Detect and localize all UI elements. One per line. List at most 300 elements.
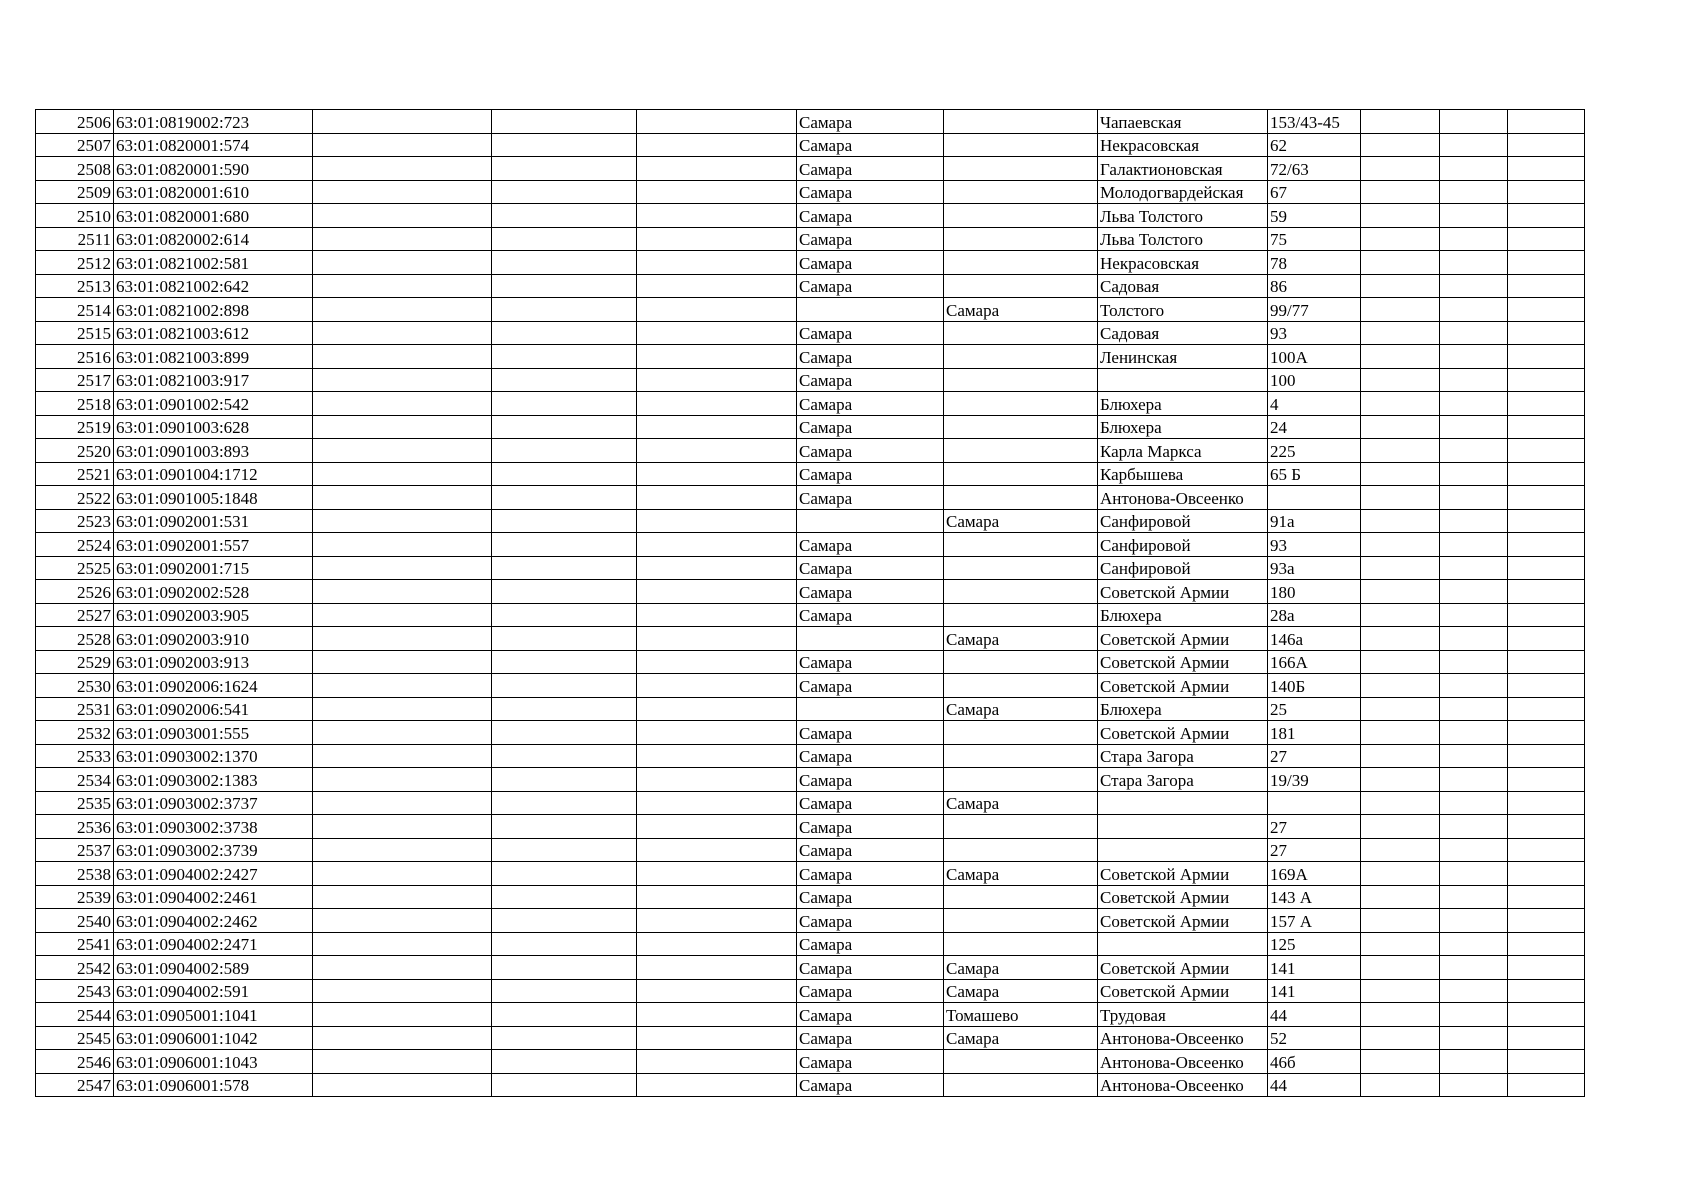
street-cell: Льва Толстого xyxy=(1098,227,1268,251)
street-cell: Советской Армии xyxy=(1098,909,1268,933)
table-row xyxy=(36,862,1585,886)
empty-cell xyxy=(1361,110,1440,134)
empty-cell xyxy=(1508,556,1585,580)
house-number-cell: 125 xyxy=(1268,932,1361,956)
empty-cell xyxy=(637,274,797,298)
locality-cell: Самара xyxy=(944,979,1098,1003)
city-cell xyxy=(797,298,944,322)
cadastral-number-cell: 63:01:0902002:528 xyxy=(114,580,313,604)
row-number-cell: 2541 xyxy=(36,932,114,956)
empty-cell xyxy=(637,556,797,580)
locality-cell xyxy=(944,110,1098,134)
city-cell: Самара xyxy=(797,1050,944,1074)
table-row xyxy=(36,791,1585,815)
empty-cell xyxy=(313,321,492,345)
street-cell: Блюхера xyxy=(1098,603,1268,627)
cadastral-number-cell: 63:01:0902001:557 xyxy=(114,533,313,557)
empty-cell xyxy=(1361,133,1440,157)
street-cell: Некрасовская xyxy=(1098,133,1268,157)
empty-cell xyxy=(1361,415,1440,439)
empty-cell xyxy=(1508,1026,1585,1050)
empty-cell xyxy=(1361,1073,1440,1097)
empty-cell xyxy=(1508,1050,1585,1074)
empty-cell xyxy=(637,251,797,275)
city-cell: Самара xyxy=(797,439,944,463)
city-cell: Самара xyxy=(797,133,944,157)
empty-cell xyxy=(1440,674,1508,698)
table-row xyxy=(36,415,1585,439)
empty-cell xyxy=(1361,180,1440,204)
empty-cell xyxy=(492,133,637,157)
empty-cell xyxy=(313,251,492,275)
empty-cell xyxy=(1508,815,1585,839)
cadastral-number-cell: 63:01:0902006:541 xyxy=(114,697,313,721)
house-number-cell: 181 xyxy=(1268,721,1361,745)
city-cell: Самара xyxy=(797,909,944,933)
table-row xyxy=(36,227,1585,251)
empty-cell xyxy=(492,815,637,839)
cadastral-number-cell: 63:01:0902006:1624 xyxy=(114,674,313,698)
table-row xyxy=(36,462,1585,486)
empty-cell xyxy=(1361,1050,1440,1074)
empty-cell xyxy=(492,180,637,204)
house-number-cell: 46б xyxy=(1268,1050,1361,1074)
locality-cell xyxy=(944,838,1098,862)
locality-cell xyxy=(944,227,1098,251)
empty-cell xyxy=(313,768,492,792)
house-number-cell: 52 xyxy=(1268,1026,1361,1050)
house-number-cell: 86 xyxy=(1268,274,1361,298)
city-cell: Самара xyxy=(797,486,944,510)
city-cell: Самара xyxy=(797,815,944,839)
row-number-cell: 2539 xyxy=(36,885,114,909)
locality-cell xyxy=(944,744,1098,768)
row-number-cell: 2535 xyxy=(36,791,114,815)
cadastral-number-cell: 63:01:0820001:680 xyxy=(114,204,313,228)
empty-cell xyxy=(637,768,797,792)
house-number-cell: 100А xyxy=(1268,345,1361,369)
cadastral-number-cell: 63:01:0901003:628 xyxy=(114,415,313,439)
row-number-cell: 2533 xyxy=(36,744,114,768)
row-number-cell: 2527 xyxy=(36,603,114,627)
empty-cell xyxy=(313,603,492,627)
row-number-cell: 2507 xyxy=(36,133,114,157)
house-number-cell: 99/77 xyxy=(1268,298,1361,322)
row-number-cell: 2529 xyxy=(36,650,114,674)
house-number-cell: 27 xyxy=(1268,838,1361,862)
house-number-cell: 19/39 xyxy=(1268,768,1361,792)
cadastral-number-cell: 63:01:0904002:589 xyxy=(114,956,313,980)
empty-cell xyxy=(1508,838,1585,862)
cadastral-number-cell: 63:01:0902003:910 xyxy=(114,627,313,651)
empty-cell xyxy=(492,1073,637,1097)
empty-cell xyxy=(1440,650,1508,674)
row-number-cell: 2520 xyxy=(36,439,114,463)
empty-cell xyxy=(313,744,492,768)
empty-cell xyxy=(313,462,492,486)
city-cell: Самара xyxy=(797,768,944,792)
table-row xyxy=(36,110,1585,134)
empty-cell xyxy=(313,1073,492,1097)
row-number-cell: 2526 xyxy=(36,580,114,604)
empty-cell xyxy=(1361,1003,1440,1027)
empty-cell xyxy=(492,979,637,1003)
locality-cell xyxy=(944,486,1098,510)
empty-cell xyxy=(1440,1026,1508,1050)
empty-cell xyxy=(492,580,637,604)
row-number-cell: 2547 xyxy=(36,1073,114,1097)
table-row xyxy=(36,439,1585,463)
cadastral-number-cell: 63:01:0820001:590 xyxy=(114,157,313,181)
row-number-cell: 2537 xyxy=(36,838,114,862)
city-cell: Самара xyxy=(797,392,944,416)
city-cell: Самара xyxy=(797,791,944,815)
empty-cell xyxy=(1440,721,1508,745)
house-number-cell: 44 xyxy=(1268,1073,1361,1097)
city-cell xyxy=(797,697,944,721)
cadastral-number-cell: 63:01:0820001:574 xyxy=(114,133,313,157)
cadastral-number-cell: 63:01:0902003:905 xyxy=(114,603,313,627)
empty-cell xyxy=(1508,462,1585,486)
empty-cell xyxy=(313,956,492,980)
empty-cell xyxy=(1361,1026,1440,1050)
empty-cell xyxy=(637,1050,797,1074)
street-cell: Советской Армии xyxy=(1098,721,1268,745)
empty-cell xyxy=(313,885,492,909)
empty-cell xyxy=(637,133,797,157)
cadastral-number-cell: 63:01:0902001:531 xyxy=(114,509,313,533)
empty-cell xyxy=(1508,627,1585,651)
city-cell: Самара xyxy=(797,885,944,909)
empty-cell xyxy=(1361,909,1440,933)
cadastral-number-cell: 63:01:0906001:578 xyxy=(114,1073,313,1097)
locality-cell xyxy=(944,204,1098,228)
empty-cell xyxy=(313,368,492,392)
row-number-cell: 2509 xyxy=(36,180,114,204)
empty-cell xyxy=(637,1026,797,1050)
table-row xyxy=(36,533,1585,557)
empty-cell xyxy=(1508,932,1585,956)
empty-cell xyxy=(492,298,637,322)
empty-cell xyxy=(1361,979,1440,1003)
table-row xyxy=(36,204,1585,228)
cadastral-number-cell: 63:01:0821003:917 xyxy=(114,368,313,392)
house-number-cell: 65 Б xyxy=(1268,462,1361,486)
locality-cell xyxy=(944,251,1098,275)
cadastral-registry-table xyxy=(35,109,1585,1097)
house-number-cell: 146а xyxy=(1268,627,1361,651)
table-row xyxy=(36,486,1585,510)
empty-cell xyxy=(492,862,637,886)
empty-cell xyxy=(1361,392,1440,416)
locality-cell: Томашево xyxy=(944,1003,1098,1027)
table-row xyxy=(36,744,1585,768)
street-cell: Советской Армии xyxy=(1098,650,1268,674)
cadastral-number-cell: 63:01:0820002:614 xyxy=(114,227,313,251)
locality-cell xyxy=(944,345,1098,369)
empty-cell xyxy=(1508,721,1585,745)
locality-cell xyxy=(944,815,1098,839)
empty-cell xyxy=(313,533,492,557)
empty-cell xyxy=(492,321,637,345)
city-cell: Самара xyxy=(797,415,944,439)
empty-cell xyxy=(637,462,797,486)
street-cell: Советской Армии xyxy=(1098,956,1268,980)
empty-cell xyxy=(1361,721,1440,745)
empty-cell xyxy=(492,486,637,510)
city-cell xyxy=(797,627,944,651)
city-cell: Самара xyxy=(797,556,944,580)
city-cell: Самара xyxy=(797,251,944,275)
empty-cell xyxy=(637,721,797,745)
locality-cell: Самара xyxy=(944,791,1098,815)
empty-cell xyxy=(637,486,797,510)
street-cell: Толстого xyxy=(1098,298,1268,322)
empty-cell xyxy=(313,1003,492,1027)
empty-cell xyxy=(637,862,797,886)
empty-cell xyxy=(637,979,797,1003)
empty-cell xyxy=(492,932,637,956)
empty-cell xyxy=(313,157,492,181)
empty-cell xyxy=(1508,791,1585,815)
city-cell: Самара xyxy=(797,533,944,557)
empty-cell xyxy=(1361,321,1440,345)
locality-cell xyxy=(944,157,1098,181)
row-number-cell: 2540 xyxy=(36,909,114,933)
city-cell: Самара xyxy=(797,1026,944,1050)
street-cell: Советской Армии xyxy=(1098,627,1268,651)
empty-cell xyxy=(313,627,492,651)
table-row xyxy=(36,1073,1585,1097)
street-cell: Льва Толстого xyxy=(1098,204,1268,228)
locality-cell xyxy=(944,415,1098,439)
empty-cell xyxy=(313,392,492,416)
house-number-cell: 25 xyxy=(1268,697,1361,721)
city-cell: Самара xyxy=(797,838,944,862)
empty-cell xyxy=(637,321,797,345)
locality-cell: Самара xyxy=(944,298,1098,322)
empty-cell xyxy=(1440,838,1508,862)
empty-cell xyxy=(637,815,797,839)
empty-cell xyxy=(1440,885,1508,909)
empty-cell xyxy=(1361,251,1440,275)
street-cell xyxy=(1098,368,1268,392)
table-row xyxy=(36,815,1585,839)
empty-cell xyxy=(1440,251,1508,275)
row-number-cell: 2521 xyxy=(36,462,114,486)
house-number-cell xyxy=(1268,791,1361,815)
cadastral-number-cell: 63:01:0905001:1041 xyxy=(114,1003,313,1027)
empty-cell xyxy=(492,345,637,369)
empty-cell xyxy=(492,439,637,463)
empty-cell xyxy=(313,838,492,862)
empty-cell xyxy=(1361,509,1440,533)
house-number-cell: 100 xyxy=(1268,368,1361,392)
empty-cell xyxy=(1508,979,1585,1003)
empty-cell xyxy=(1440,744,1508,768)
table-row xyxy=(36,721,1585,745)
locality-cell xyxy=(944,439,1098,463)
empty-cell xyxy=(1508,1003,1585,1027)
empty-cell xyxy=(637,439,797,463)
empty-cell xyxy=(1361,932,1440,956)
empty-cell xyxy=(492,650,637,674)
row-number-cell: 2545 xyxy=(36,1026,114,1050)
empty-cell xyxy=(492,791,637,815)
house-number-cell: 225 xyxy=(1268,439,1361,463)
empty-cell xyxy=(1440,415,1508,439)
empty-cell xyxy=(313,180,492,204)
city-cell: Самара xyxy=(797,862,944,886)
city-cell: Самара xyxy=(797,368,944,392)
empty-cell xyxy=(492,368,637,392)
locality-cell xyxy=(944,556,1098,580)
table-row xyxy=(36,509,1585,533)
table-row xyxy=(36,1003,1585,1027)
table-body xyxy=(36,110,1585,1097)
empty-cell xyxy=(313,439,492,463)
empty-cell xyxy=(637,580,797,604)
row-number-cell: 2516 xyxy=(36,345,114,369)
empty-cell xyxy=(1440,1050,1508,1074)
empty-cell xyxy=(313,556,492,580)
street-cell: Антонова-Овсеенко xyxy=(1098,1073,1268,1097)
cadastral-number-cell: 63:01:0904002:2462 xyxy=(114,909,313,933)
empty-cell xyxy=(492,392,637,416)
table-row xyxy=(36,932,1585,956)
empty-cell xyxy=(1361,580,1440,604)
locality-cell: Самара xyxy=(944,627,1098,651)
empty-cell xyxy=(313,909,492,933)
city-cell: Самара xyxy=(797,721,944,745)
street-cell: Блюхера xyxy=(1098,415,1268,439)
cadastral-number-cell: 63:01:0906001:1043 xyxy=(114,1050,313,1074)
empty-cell xyxy=(637,392,797,416)
street-cell: Садовая xyxy=(1098,274,1268,298)
empty-cell xyxy=(313,133,492,157)
empty-cell xyxy=(1508,439,1585,463)
row-number-cell: 2510 xyxy=(36,204,114,228)
house-number-cell: 93 xyxy=(1268,533,1361,557)
cadastral-number-cell: 63:01:0904002:591 xyxy=(114,979,313,1003)
empty-cell xyxy=(1361,486,1440,510)
empty-cell xyxy=(1508,110,1585,134)
empty-cell xyxy=(313,509,492,533)
row-number-cell: 2518 xyxy=(36,392,114,416)
city-cell xyxy=(797,509,944,533)
empty-cell xyxy=(313,274,492,298)
empty-cell xyxy=(1440,298,1508,322)
empty-cell xyxy=(1440,533,1508,557)
locality-cell: Самара xyxy=(944,1026,1098,1050)
empty-cell xyxy=(313,1026,492,1050)
row-number-cell: 2544 xyxy=(36,1003,114,1027)
street-cell: Блюхера xyxy=(1098,697,1268,721)
row-number-cell: 2522 xyxy=(36,486,114,510)
street-cell: Некрасовская xyxy=(1098,251,1268,275)
cadastral-number-cell: 63:01:0821002:581 xyxy=(114,251,313,275)
empty-cell xyxy=(1508,180,1585,204)
empty-cell xyxy=(637,157,797,181)
empty-cell xyxy=(1508,603,1585,627)
cadastral-number-cell: 63:01:0904002:2427 xyxy=(114,862,313,886)
empty-cell xyxy=(1440,979,1508,1003)
city-cell: Самара xyxy=(797,345,944,369)
house-number-cell: 27 xyxy=(1268,744,1361,768)
table-row xyxy=(36,627,1585,651)
table-row xyxy=(36,368,1585,392)
table-row xyxy=(36,1026,1585,1050)
empty-cell xyxy=(1361,204,1440,228)
street-cell: Карбышева xyxy=(1098,462,1268,486)
city-cell: Самара xyxy=(797,157,944,181)
row-number-cell: 2515 xyxy=(36,321,114,345)
empty-cell xyxy=(492,1050,637,1074)
street-cell: Советской Армии xyxy=(1098,674,1268,698)
locality-cell xyxy=(944,580,1098,604)
empty-cell xyxy=(637,227,797,251)
house-number-cell xyxy=(1268,486,1361,510)
cadastral-number-cell: 63:01:0821003:612 xyxy=(114,321,313,345)
cadastral-number-cell: 63:01:0901003:893 xyxy=(114,439,313,463)
street-cell: Блюхера xyxy=(1098,392,1268,416)
house-number-cell: 67 xyxy=(1268,180,1361,204)
row-number-cell: 2511 xyxy=(36,227,114,251)
city-cell: Самара xyxy=(797,274,944,298)
street-cell: Советской Армии xyxy=(1098,979,1268,1003)
row-number-cell: 2538 xyxy=(36,862,114,886)
row-number-cell: 2534 xyxy=(36,768,114,792)
table-row xyxy=(36,768,1585,792)
empty-cell xyxy=(313,486,492,510)
empty-cell xyxy=(313,674,492,698)
street-cell: Галактионовская xyxy=(1098,157,1268,181)
house-number-cell: 157 А xyxy=(1268,909,1361,933)
empty-cell xyxy=(1508,1073,1585,1097)
empty-cell xyxy=(1361,556,1440,580)
empty-cell xyxy=(1508,697,1585,721)
row-number-cell: 2519 xyxy=(36,415,114,439)
empty-cell xyxy=(1440,932,1508,956)
cadastral-number-cell: 63:01:0903001:555 xyxy=(114,721,313,745)
empty-cell xyxy=(1440,157,1508,181)
empty-cell xyxy=(492,838,637,862)
locality-cell xyxy=(944,368,1098,392)
empty-cell xyxy=(492,533,637,557)
empty-cell xyxy=(637,368,797,392)
empty-cell xyxy=(1440,486,1508,510)
house-number-cell: 91а xyxy=(1268,509,1361,533)
row-number-cell: 2531 xyxy=(36,697,114,721)
locality-cell xyxy=(944,392,1098,416)
street-cell: Карла Маркса xyxy=(1098,439,1268,463)
empty-cell xyxy=(1361,650,1440,674)
cadastral-number-cell: 63:01:0902001:715 xyxy=(114,556,313,580)
locality-cell xyxy=(944,674,1098,698)
empty-cell xyxy=(1440,862,1508,886)
empty-cell xyxy=(1440,462,1508,486)
empty-cell xyxy=(1508,392,1585,416)
cadastral-number-cell: 63:01:0819002:723 xyxy=(114,110,313,134)
empty-cell xyxy=(1440,439,1508,463)
house-number-cell: 44 xyxy=(1268,1003,1361,1027)
cadastral-number-cell: 63:01:0906001:1042 xyxy=(114,1026,313,1050)
empty-cell xyxy=(1508,321,1585,345)
empty-cell xyxy=(637,603,797,627)
house-number-cell: 143 А xyxy=(1268,885,1361,909)
empty-cell xyxy=(1508,650,1585,674)
empty-cell xyxy=(492,157,637,181)
